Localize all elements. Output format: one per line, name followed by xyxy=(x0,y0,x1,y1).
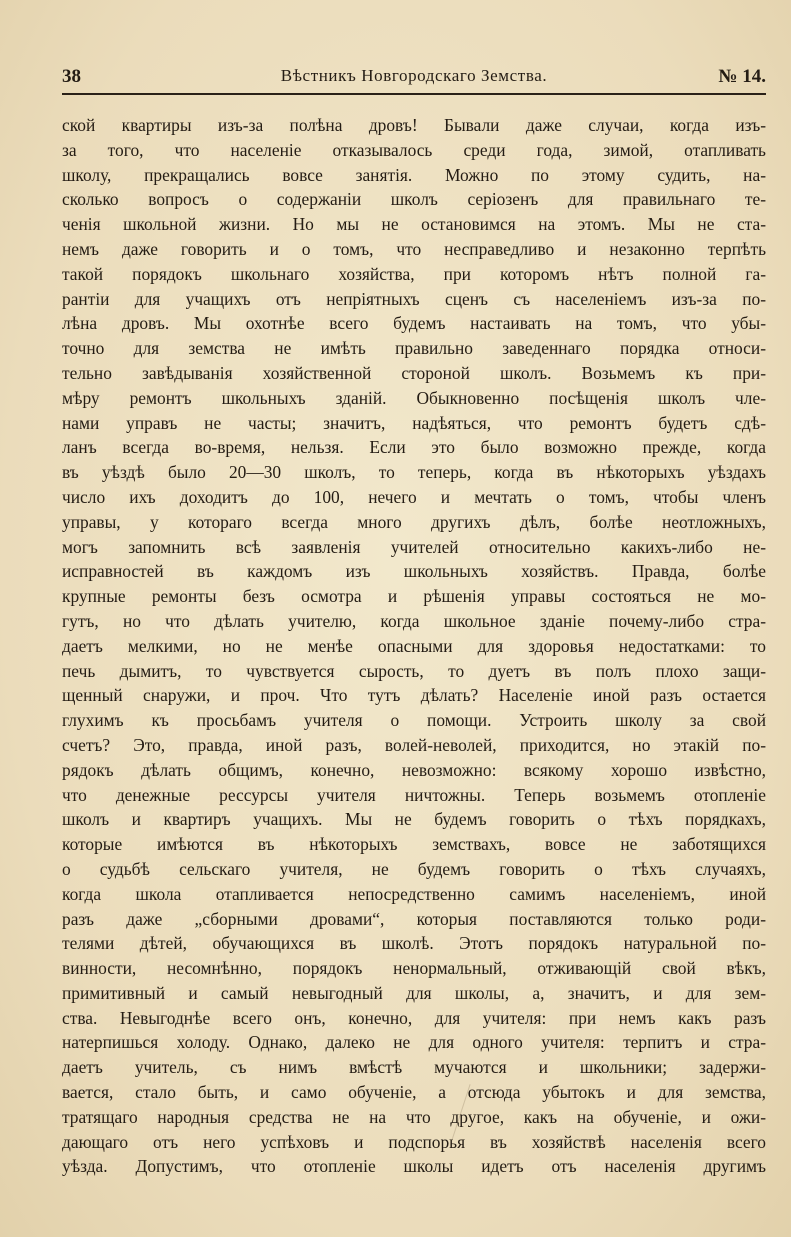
text-line: которые имѣются въ нѣкоторыхъ земствахъ, вовсе не заботящихся xyxy=(62,834,766,855)
text-line: щенный снаружи, и проч. Что тутъ дѣлать? Населеніе иной разъ остается xyxy=(62,685,766,706)
text-line: ской квартиры изъ-за полѣна дровъ! Бывали даже случаи, когда изъ- xyxy=(62,115,766,135)
text-line: школъ и квартиръ учащихъ. Мы не будемъ говорить о тѣхъ порядкахъ, xyxy=(62,809,766,830)
text-line: рантіи для учащихъ отъ непріятныхъ сценъ съ населеніемъ изъ-за по- xyxy=(62,288,766,309)
page-number: 38 xyxy=(62,66,81,87)
text-line: школу, прекращались вовсе занятія. Можно по этому судить, на- xyxy=(62,164,766,185)
text-line: ланъ всегда во-время, нельзя. Если это было возможно прежде, когда xyxy=(62,437,766,458)
text-line: вается, стало быть, и само обученіе, а отсюда убытокъ и для земства, xyxy=(62,1082,766,1103)
text-line: такой порядокъ школьнаго хозяйства, при которомъ нѣтъ полной га- xyxy=(62,263,766,284)
text-line: даетъ учитель, съ нимъ вмѣстѣ мучаются и школьники; задержи- xyxy=(62,1057,766,1078)
text-line: телями дѣтей, обучающихся въ школѣ. Этотъ порядокъ натуральной по- xyxy=(62,933,766,954)
text-line: немъ даже говорить и о томъ, что несправедливо и незаконно терпѣть xyxy=(62,238,766,259)
text-line: число ихъ доходитъ до 100, нечего и мечтать о томъ, чтобы членъ xyxy=(62,486,766,507)
text-line: лѣна дровъ. Мы охотнѣе всего будемъ настаивать на томъ, что убы- xyxy=(62,313,766,334)
text-line: когда школа отапливается непосредственно самимъ населеніемъ, иной xyxy=(62,883,766,904)
text-line: рядокъ дѣлать общимъ, конечно, невозможно: всякому хорошо извѣстно, xyxy=(62,759,766,780)
text-line: что денежные рессурсы учителя ничтожны. Теперь возьмемъ отопленіе xyxy=(62,784,766,805)
text-line: нами управъ не часты; значитъ, надѣяться, что ремонтъ будетъ сдѣ- xyxy=(62,412,766,433)
text-line: натерпишься холоду. Однако, далеко не для одного учителя: терпитъ и стра- xyxy=(62,1032,766,1053)
body-text xyxy=(62,113,766,1179)
text-line: винности, несомнѣнно, порядокъ ненормальный, отживающій свой вѣкъ, xyxy=(62,958,766,979)
text-line: могъ запомнить всѣ заявленія учителей относительно какихъ-либо не- xyxy=(62,536,766,557)
header-rule xyxy=(62,93,766,95)
text-line: гутъ, но что дѣлать учителю, когда школьное зданіе почему-либо стра- xyxy=(62,610,766,631)
text-line: уѣзда. Допустимъ, что отопленіе школы идетъ отъ населенія другимъ xyxy=(62,1156,766,1177)
text-line: разъ даже „сборными дровами“, которыя поставляются только роди- xyxy=(62,908,766,929)
text-line: даетъ мелкими, но не менѣе опасными для здоровья недостатками: то xyxy=(62,635,766,656)
text-line: точно для земства не имѣть правильно заведеннаго порядка относи- xyxy=(62,338,766,359)
text-line: счетъ? Это, правда, иной разъ, волей-неволей, приходится, но этакій по- xyxy=(62,734,766,755)
running-header xyxy=(62,66,766,92)
text-line: ства. Невыгоднѣе всего онъ, конечно, для учителя: при немъ какъ разъ xyxy=(62,1007,766,1028)
text-line: въ уѣздѣ было 20—30 школъ, то теперь, когда въ нѣкоторыхъ уѣздахъ xyxy=(62,462,766,483)
text-line: тельно завѣдыванія хозяйственной стороной школъ. Возьмемъ къ при- xyxy=(62,362,766,383)
text-line: мѣру ремонтъ школьныхъ зданій. Обыкновенно посѣщенія школъ чле- xyxy=(62,387,766,408)
text-line: о судьбѣ сельскаго учителя, не будемъ говорить о тѣхъ случаяхъ, xyxy=(62,858,766,879)
text-line: примитивный и самый невыгодный для школы, а, значитъ, и для зем- xyxy=(62,982,766,1003)
text-line: крупные ремонты безъ осмотра и рѣшенія управы состояться не мо- xyxy=(62,586,766,607)
text-line: глухимъ къ просьбамъ учителя о помощи. Устроить школу за свой xyxy=(62,710,766,731)
text-line: печь дымитъ, то чувствуется сырость, то дуетъ въ полъ плохо защи- xyxy=(62,660,766,681)
text-line: управы, у котораго всегда много другихъ дѣлъ, болѣе неотложныхъ, xyxy=(62,511,766,532)
text-line: дающаго отъ него успѣховъ и подспорья въ хозяйствѣ населенія всего xyxy=(62,1131,766,1152)
issue-number: № 14. xyxy=(718,66,766,87)
text-line: исправностей въ каждомъ изъ школьныхъ хозяйствъ. Правда, болѣе xyxy=(62,561,766,582)
text-line: сколько вопросъ о содержаніи школъ серіозенъ для правильнаго те- xyxy=(62,189,766,210)
text-line: за того, что населеніе отказывалось среди года, зимой, отапливать xyxy=(62,139,766,160)
running-title: Вѣстникъ Новгородскаго Земства. xyxy=(280,66,548,85)
text-line: тратящаго народныя средства не на что другое, какъ на обученіе, и ожи- xyxy=(62,1106,766,1127)
text-line: ченія школьной жизни. Но мы не остановимся на этомъ. Мы не ста- xyxy=(62,214,766,235)
